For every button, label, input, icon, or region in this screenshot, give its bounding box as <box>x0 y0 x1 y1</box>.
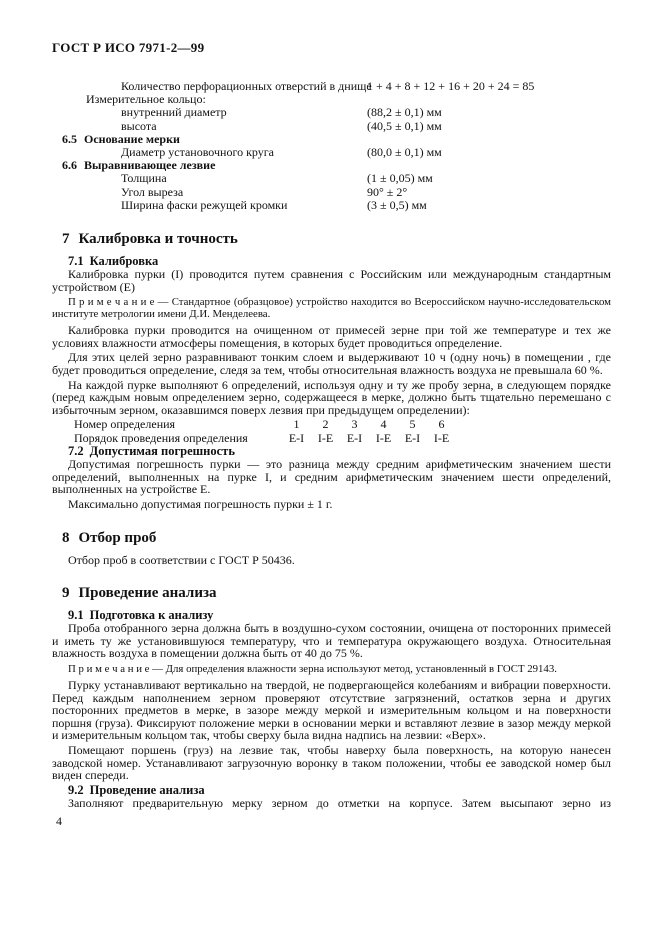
subsection-heading-9-2 <box>68 784 611 797</box>
paragraph: Для этих целей зерно разравнивают тонким слоем и выдерживают 10 ч (одну ночь) в помещении , где будет проводиться определение, следя за тем, чтобы относительная влажность воздуха не превышала 60 %. <box>52 350 611 377</box>
paragraph: Максимально допустимая погрешность пурки ± 1 г. <box>68 496 333 511</box>
section-number: 9 <box>62 585 70 602</box>
section-title: Проведение анализа <box>78 585 217 602</box>
det-cell: 4 <box>380 417 387 432</box>
spec-label: Ширина фаски режущей кромки <box>121 197 288 212</box>
spec-subheading-title: Выравнивающее лезвие <box>84 158 216 173</box>
determinations-table <box>52 418 611 445</box>
spec-label: Толщина <box>121 171 167 186</box>
spec-row <box>52 199 611 212</box>
det-row-label: Порядок проведения определения <box>74 430 248 445</box>
subsection-number: 7.2 <box>68 444 84 459</box>
spec-row <box>52 186 611 199</box>
page-number: 4 <box>56 814 62 829</box>
subsection-title: Калибровка <box>89 254 159 269</box>
det-cell: I-Е <box>317 430 334 445</box>
det-cell: 1 <box>293 417 300 432</box>
spec-row <box>52 172 611 185</box>
det-cell: 5 <box>409 417 416 432</box>
spec-value: (3 ± 0,5) мм <box>367 197 427 212</box>
paragraph: Отбор проб в соответствии с ГОСТ Р 50436. <box>68 552 295 567</box>
spec-value: 1 + 4 + 8 + 12 + 16 + 20 + 24 = 85 <box>367 79 535 93</box>
spec-value: (40,5 ± 0,1) мм <box>367 118 442 133</box>
paragraph: Калибровка пурки проводится на очищенном от примесей зерне при той же температуре и тех же условиях влажности атмосферы помещения, в которых будет проводиться определение. <box>52 323 611 350</box>
paragraph: Проба отобранного зерна должна быть в воздушно-сухом состоянии, очищена от посторонних примесей и иметь ту же установившуюся температуру, что и температура окружающего воздуха. Относительная влажность воздуха в помещении должна быть от 40 до 75 %. <box>52 621 611 661</box>
spec-label: высота <box>121 118 157 133</box>
section-heading-9 <box>62 584 611 602</box>
spec-subheading-title: Основание мерки <box>84 131 180 146</box>
spec-value: (1 ± 0,05) мм <box>367 171 433 186</box>
spec-value: 90° ± 2° <box>367 184 408 199</box>
running-header: ГОСТ Р ИСО 7971-2—99 <box>52 40 205 55</box>
note: П р и м е ч а н и е — Стандартное (образцовое) устройство находится во Всероссийском научно-исследовательском институте метрологии имени Д.И. Менделеева. <box>52 296 611 321</box>
paragraph: Пурку устанавливают вертикально на твердой, не подвергающейся колебаниям и вибрации поверхности. Перед каждым наполнением зерном проверяют отсутствие загрязнений, остатков зерна и других посторонних предметов в мерке, в зазоре между меркой и измерительным кольцом и на поверхности поршня (груза). Фиксируют положение мерки в основании мерки и вставляют лезвие в зазор между меркой и измерительным кольцом так, чтобы сверху была видна надпись на лезвии: «Верх». <box>52 677 611 743</box>
spec-subheading-number: 6.5 <box>62 131 77 146</box>
section-title: Калибровка и точность <box>78 231 238 248</box>
note: П р и м е ч а н и е — Для определения влажности зерна используют метод, установленный в ГОСТ 29143. <box>68 662 557 675</box>
subsection-title: Проведение анализа <box>89 782 205 797</box>
spec-subheading-number: 6.6 <box>62 158 77 173</box>
subsection-number: 7.1 <box>68 254 84 269</box>
section-title: Отбор проб <box>78 529 157 546</box>
spec-value: (80,0 ± 0,1) мм <box>367 145 442 160</box>
spec-label: внутренний диаметр <box>121 105 227 120</box>
det-cell: 2 <box>322 417 329 432</box>
det-row-label: Номер определения <box>74 417 176 432</box>
section-heading-8 <box>62 529 611 547</box>
spec-label: Диаметр установочного круга <box>121 145 274 160</box>
section-number: 8 <box>62 529 70 546</box>
spec-value: (88,2 ± 0,1) мм <box>367 105 442 120</box>
spec-label: Угол выреза <box>121 184 184 199</box>
spec-row <box>52 106 611 119</box>
paragraph: На каждой пурке выполняют 6 определений, используя одну и ту же пробу зерна, в следующем порядке (перед каждым новым определением зерно, содержащееся в мерке, должно быть тщательно перемешано с избыточным зерном, оказавшимся поверх лезвия при предыдущем определении): <box>52 377 611 417</box>
det-cell: Е-I <box>404 430 421 445</box>
det-cell: 6 <box>438 417 445 432</box>
section-number: 7 <box>62 231 70 248</box>
det-cell: 3 <box>351 417 358 432</box>
det-row-order <box>52 432 611 445</box>
paragraph: Допустимая погрешность пурки — это разница между средним арифметическим значением шести определений, выполненных на пурке I, и средним арифметическим значением шести определений, выполненных на устройстве Е. <box>52 457 611 497</box>
spec-label: Количество перфорационных отверстий в днище <box>121 79 372 93</box>
subsection-number: 9.1 <box>68 608 84 623</box>
paragraph: Калибровка пурки (I) проводится путем сравнения с Российским или международным стандартным устройством (Е) <box>52 267 611 294</box>
paragraph: Помещают поршень (груз) на лезвие так, чтобы наверху была поверхность, на которую нанесен заводской номер. Устанавливают загрузочную воронку в таком положении, чтобы ее заводской номер был виден спереди. <box>52 742 611 783</box>
det-row-numbers <box>52 418 611 431</box>
det-cell: I-Е <box>433 430 450 445</box>
det-cell: Е-I <box>288 430 305 445</box>
subsection-number: 9.2 <box>68 782 84 797</box>
spec-list <box>52 80 611 212</box>
det-cell: I-Е <box>375 430 392 445</box>
spec-label: Измерительное кольцо: <box>86 92 206 107</box>
subsection-title: Допустимая погрешность <box>89 444 235 459</box>
det-cell: Е-I <box>346 430 363 445</box>
section-heading-7 <box>62 230 611 248</box>
paragraph: Заполняют предварительную мерку зерном до отметки на корпусе. Затем высыпают зерно из <box>68 795 611 810</box>
subsection-title: Подготовка к анализу <box>89 608 214 623</box>
